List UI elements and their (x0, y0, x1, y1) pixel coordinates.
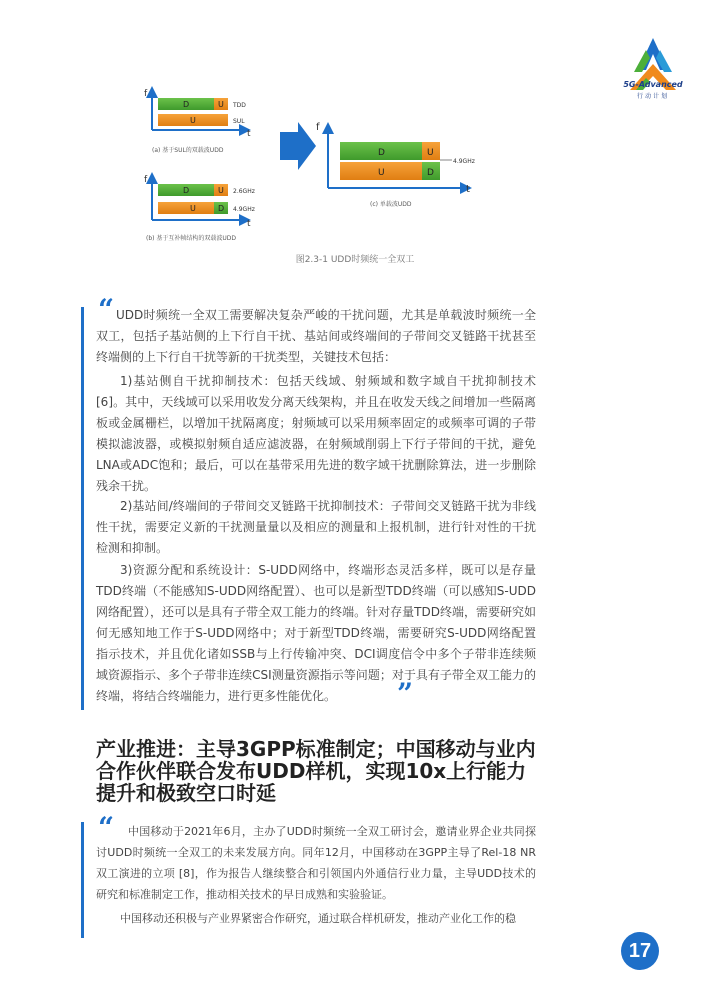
page-number: 17 (621, 932, 659, 970)
svg-text:U: U (427, 148, 434, 158)
quote-bar-2 (81, 822, 84, 938)
open-quote-icon: “ (98, 293, 115, 326)
svg-text:D: D (378, 148, 385, 158)
svg-text:2.6GHz: 2.6GHz (233, 188, 255, 195)
svg-text:(c) 单载波UDD: (c) 单载波UDD (370, 201, 412, 208)
svg-text:D: D (427, 168, 434, 178)
logo-title: 5G-Advanced (623, 80, 683, 89)
svg-text:f: f (144, 175, 148, 185)
transition-arrow (280, 122, 316, 170)
svg-text:TDD: TDD (233, 102, 246, 109)
panel-b (144, 175, 255, 242)
quote-paragraph-4: 3)资源分配和系统设计：S-UDD网络中，终端形态灵活多样，既可以是存量TDD终端（不能感知S-UDD网络配置）、也可以是新型TDD终端（可以感知S-UDD网络配置），还可以是具有子带全双工能力的终端。针对存量TDD终端，需要研究如何无感知地工作于S-UDD网络中；对于新型TDD终端，需要研究S-UDD网络配置指示技术，并且优化诸如SSB与上行传输冲突、DCI调度信令中多个子带非连续频域资源指示、多个子带非连续CSI测量资源指示等问题；对于具有子带全双工能力的终端，将结合终端能力，进行更多性能优化。 (96, 563, 536, 703)
svg-text:f: f (316, 122, 320, 133)
open-quote-icon-2: “ (98, 811, 115, 844)
quote-paragraph-2: 1)基站侧自干扰抑制技术：包括天线域、射频域和数字域自干扰抑制技术 [6]。其中，天线域可以采用收发分离天线架构，并且在收发天线之间增加一些隔离板或金属栅栏，以增加干扰隔离度；射频域可以采用频率固定的或频率可调的子带模拟滤波器，或模拟射频自适应滤波器，在射频域削弱上下行子带间的干扰，避免LNA或ADC饱和；最后，可以在基带采用先进的数字域干扰删除算法，进一步删除残余干扰。 (96, 374, 536, 493)
svg-text:U: U (190, 204, 196, 213)
svg-text:t: t (247, 219, 251, 229)
quote2-paragraph-2: 中国移动还积极与产业界紧密合作研究，通过联合样机研发，推动产业化工作的稳 (120, 912, 516, 925)
svg-text:(a) 基于SUL的双载波UDD: (a) 基于SUL的双载波UDD (152, 147, 224, 154)
svg-text:D: D (218, 204, 225, 213)
svg-text:t: t (466, 184, 470, 195)
section-heading: 产业推进：主导3GPP标准制定；中国移动与业内合作伙伴联合发布UDD样机，实现10x上行能力提升和极致空口时延 (96, 737, 536, 805)
svg-text:(b) 基于互补帧结构的双载波UDD: (b) 基于互补帧结构的双载波UDD (146, 235, 237, 242)
svg-text:D: D (183, 186, 190, 195)
quote-bar (81, 307, 84, 710)
svg-text:4.9GHz: 4.9GHz (453, 158, 475, 165)
udd-figure (140, 80, 500, 270)
svg-text:SUL: SUL (233, 118, 245, 125)
close-quote-icon: ” (397, 677, 414, 710)
svg-text:f: f (144, 89, 148, 99)
quote-paragraph-1: UDD时频统一全双工需要解决复杂严峻的干扰问题，尤其是单载波时频统一全双工，包括子基站侧的上下行自干扰、基站间或终端间的子带间交叉链路干扰甚至终端侧的上下行自干扰等新的干扰类型，关键技术包括： (96, 308, 536, 364)
svg-text:D: D (183, 100, 190, 109)
svg-text:U: U (218, 100, 224, 109)
figure-caption: 图2.3-1 UDD时频统一全双工 (295, 255, 415, 265)
svg-text:U: U (218, 186, 224, 195)
panel-c (316, 122, 475, 208)
svg-text:t: t (247, 129, 251, 139)
panel-a (144, 89, 251, 154)
logo-subtitle: 行动计划 (636, 93, 669, 100)
quote2-paragraph-1: 中国移动于2021年6月，主办了UDD时频统一全双工研讨会，邀请业界企业共同探讨UDD时频统一全双工的未来发展方向。同年12月，中国移动在3GPP主导了Rel-18 NR双工演进的立项 [8]，作为报告人继续整合和引领国内外通信行业力量，主导UDD技术的研究和标准制定工作，推动相关技术的早日成熟和实验验证。 (96, 825, 536, 901)
svg-text:4.9GHz: 4.9GHz (233, 206, 255, 213)
svg-text:U: U (190, 116, 196, 125)
quote-paragraph-3: 2)基站间/终端间的子带间交叉链路干扰抑制技术：子带间交叉链路干扰为非线性干扰，需要定义新的干扰测量量以及相应的测量和上报机制，进行针对性的干扰检测和抑制。 (96, 499, 536, 555)
svg-text:U: U (378, 168, 385, 178)
